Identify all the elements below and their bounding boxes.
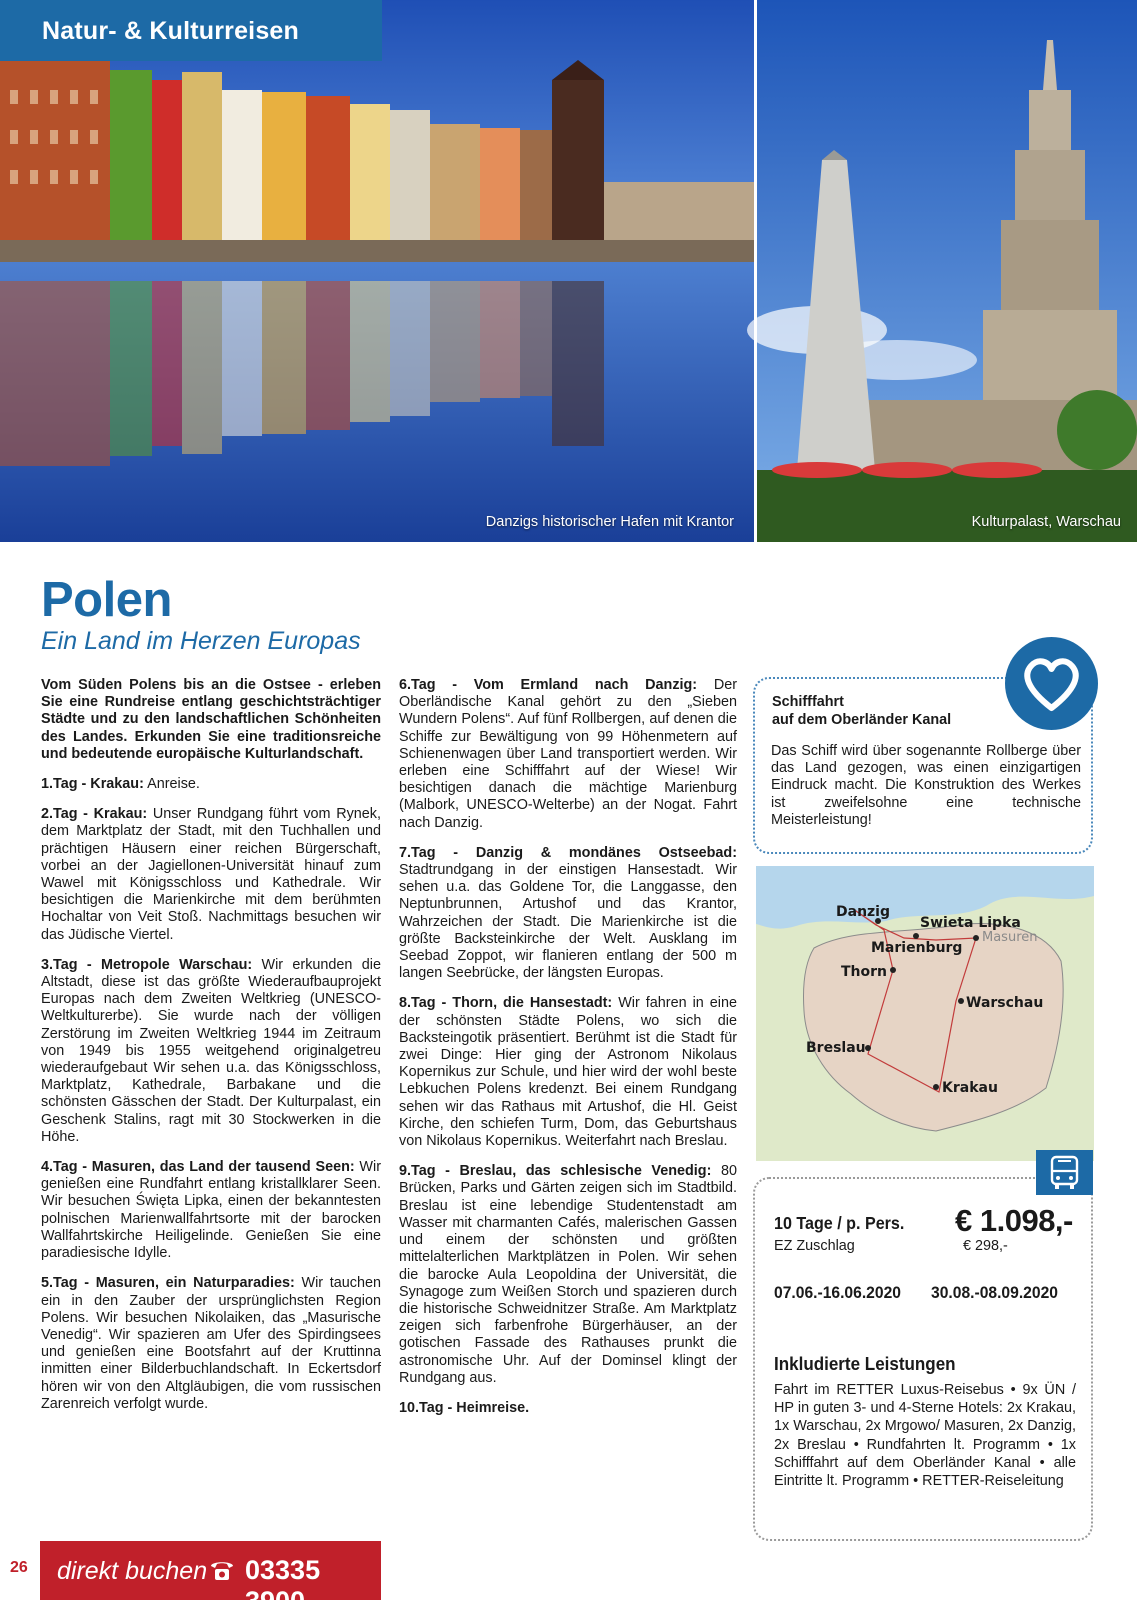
day-9	[399, 1163, 737, 1387]
canal-info-title-line2: auf dem Oberländer Kanal	[772, 712, 952, 728]
bus-icon	[1036, 1150, 1093, 1195]
canal-info-title	[772, 693, 982, 729]
day-7-text: Stadtrundgang in der einstigen Hansestadt. Wir sehen u.a. das Goldene Tor, die Langgasse, den Neptunbrunnen, Artushof und das Krantor, Wahrzeichen der Stadt. Die Marienkirche ist die größte Backsteinkirche der Welt. Ausklang im Seebad Zoppot, wir flanieren entlang der 500 m langen Seebrücke, der längsten Europas.	[399, 862, 737, 982]
day-4-heading: 4.Tag - Masuren, das Land der tausend Seen:	[41, 1159, 355, 1176]
included-services-heading: Inkludierte Leistungen	[774, 1353, 956, 1374]
itinerary-column-1	[41, 677, 381, 1426]
phone-icon	[208, 1557, 236, 1583]
page-title: Polen	[41, 573, 172, 627]
map-city-thorn: Thorn	[841, 964, 888, 980]
day-1	[41, 776, 381, 793]
day-6-heading: 6.Tag - Vom Ermland nach Danzig:	[399, 677, 698, 693]
day-5	[41, 1275, 381, 1413]
day-9-heading: 9.Tag - Breslau, das schlesische Venedig:	[399, 1163, 712, 1180]
day-9-text: 80 Brücken, Parks und Gärten zeigen sich im Stadtbild. Breslau ist eine lebendige Studentenstadt am Wasser mit charmanten Cafés, malerischen Gassen und einem der schönsten und größten mittelalterlichen Marktplätzen in Polen. Wir sehen die barocke Aula Leopoldina der Universität, die Synagoge zum Weißen Storch und spazieren durch die historische Schweidnitzer Straße. Am Marktplatz zeigen sich farbenfrohe Bürgerhäuser, an der gotischen Fassade des Rathauses prunkt die astronomische Uhr. Auf der Dominsel klingt der Rundgang aus.	[399, 1163, 737, 1386]
palace-of-culture-image	[757, 0, 1137, 542]
photo-caption-danzig: Danzigs historischer Hafen mit Krantor	[485, 514, 734, 530]
day-2-text: Unser Rundgang führt vom Rynek, dem Marktplatz der Stadt, mit den Tuchhallen und prächtigen Häusern einer reichen Bürgerschaft, vorbei an der Jagiellonen-Universität hinauf zum Wawel mit Königsschloss und Kathedrale. Wir besichtigen die Marienkirche mit dem berühmten Hochaltar von Veit Stoß. Nachmittags besuchen wir das Jüdische Viertel.	[41, 806, 381, 943]
travel-date-1: 07.06.-16.06.2020	[774, 1283, 901, 1302]
included-services-text: Fahrt im RETTER Luxus-Reisebus • 9x ÜN / HP in guten 3- und 4-Sterne Hotels: 2x Krakau, 1x Warschau, 2x Mrgowo/ Masuren, 2x Danzig, 2x Breslau • Rundfahrten lt. Programm • 1x Schifffahrt auf dem Oberländer Kanal • alle Eintritte lt. Programm • RETTER-Reiseleitung	[774, 1382, 1076, 1490]
day-3	[41, 957, 381, 1146]
day-7-heading: 7.Tag - Danzig & mondänes Ostseebad:	[399, 844, 737, 861]
map-city-krakau: Krakau	[942, 1080, 998, 1096]
day-1-heading: 1.Tag - Krakau:	[41, 776, 144, 793]
day-2	[41, 806, 381, 944]
danzig-harbour-image	[0, 0, 754, 542]
canal-info-title-line1: Schifffahrt	[772, 694, 844, 710]
day-7	[399, 845, 737, 983]
day-8-heading: 8.Tag - Thorn, die Hansestadt:	[399, 995, 613, 1012]
canal-info-text: Das Schiff wird über sogenannte Rollberge über das Land gezogen, was einen einzigartigen Eindruck macht. Die Konstruktion des Werkes ist zweifelsohne eine technische Meisterleistung!	[771, 743, 1081, 828]
map-region-masuren: Masuren	[982, 930, 1038, 945]
booking-label: direkt buchen	[57, 1557, 208, 1585]
map-city-swieta-lipka: Swieta Lipka	[920, 915, 1021, 931]
route-map	[756, 866, 1094, 1161]
trip-duration: 10 Tage / p. Pers.	[774, 1213, 905, 1233]
section-tab: Natur- & Kulturreisen	[0, 0, 382, 61]
itinerary-column-2	[399, 677, 737, 1430]
day-3-heading: 3.Tag - Metropole Warschau:	[41, 956, 253, 973]
day-6-text: Der Oberländische Kanal gehört zu den „Sieben Wundern Polens“. Auf fünf Rollbergen, auf denen die Schiffe zur Bewältigung von 99 Höhenmetern auf Schienenwagen über Land transportiert werden. Wir erleben eine Schifffahrt auf der Wiese! Wir besichtigen danach die mächtige Marienburg (Malbork, UNESCO-Welterbe) an der Nogat. Fahrt nach Danzig.	[399, 677, 738, 831]
poland-route-map	[756, 866, 1094, 1161]
single-room-surcharge-label: EZ Zuschlag	[774, 1238, 855, 1254]
day-5-text: Wir tauchen ein in den Zauber der ursprünglichsten Region Polens. Wir besuchen Nikolaiken, das „Masurische Venedig“. Wir spazieren am Ufer des Spirdingsees und genießen eine Bootsfahrt auf der Kruttinna inmitten einer Bilderbuchlandschaft. In Eckertsdorf hören wir von den Altgläubigen, die vom russischen Zarenreich verfolgt wurde.	[41, 1275, 382, 1412]
travel-date-2: 30.08.-08.09.2020	[931, 1283, 1058, 1302]
heart-icon	[1005, 637, 1098, 730]
map-city-warschau: Warschau	[966, 995, 1044, 1011]
photo-danzig-harbour	[0, 0, 754, 542]
map-city-marienburg: Marienburg	[871, 940, 963, 956]
single-room-surcharge: € 298,-	[963, 1238, 1008, 1254]
booking-phone-number[interactable]: 03335 3900	[245, 1555, 321, 1616]
intro-text: Vom Süden Polens bis an die Ostsee - erleben Sie eine Rundreise entlang geschichtsträchtiger Städte und zu den landschaftlichen Schönheiten des Landes. Erkunden Sie eine traditionsreiche und bedeutende europäische Kulturlandschaft.	[41, 677, 381, 762]
page-subtitle: Ein Land im Herzen Europas	[41, 627, 361, 655]
day-10-heading: 10.Tag - Heimreise.	[399, 1399, 530, 1416]
map-city-danzig: Danzig	[836, 904, 891, 920]
day-8	[399, 995, 737, 1150]
day-2-heading: 2.Tag - Krakau:	[41, 806, 148, 823]
trip-price: € 1.098,-	[955, 1203, 1073, 1238]
day-3-text: Wir erkunden die Altstadt, diese ist das größte Wiederaufbauprojekt Europas nach dem Zweiten Weltkrieg (UNESCO-Weltkulturerbe). Sie wurde nach der völligen Zerstörung im Zweiten Weltkrieg 1944 im Zeitraum von 1949 bis 1955 weitgehend originalgetreu wiederaufgebaut Wir sehen u.a. das Königsschloss, Marktplatz, Kathedrale, Barbakane und die schönsten Gässchen der Stadt. Der Kulturpalast, ein Geschenk Stalins, ragt mit 30 Stockwerken in die Höhe.	[41, 956, 381, 1145]
photo-warsaw-palace	[757, 0, 1137, 542]
map-city-breslau: Breslau	[806, 1040, 866, 1056]
day-6	[399, 677, 737, 832]
day-4	[41, 1159, 381, 1262]
day-8-text: Wir fahren in eine der schönsten Städte Polens, wo sich die Backsteingotik präsentiert. Berühmt ist die Stadt für zwei Dinge: Hier ging der Astronom Nikolaus Kopernikus zur Schule, und hier wird der wohl beste Lebkuchen Polens kredenzt. Bei einem Rundgang sehen wir das Rathaus mit Artushof, die Hl. Geist Kirche, den schiefen Turm, Dom, das Geburtshaus von Nikolaus Kopernikus. Weiterfahrt nach Breslau.	[399, 995, 737, 1150]
booking-banner[interactable]	[40, 1541, 381, 1616]
day-10	[399, 1400, 737, 1417]
page-number: 26	[10, 1559, 28, 1576]
photo-caption-warsaw: Kulturpalast, Warschau	[971, 514, 1121, 530]
day-5-heading: 5.Tag - Masuren, ein Naturparadies:	[41, 1275, 295, 1292]
day-4-text: Wir genießen eine Rundfahrt entlang kristallklarer Seen. Wir besuchen Święta Lipka, einen der bekanntesten polnischen Marienwallfahrtsorte mit der barocken Wallfahrtskirche Heiligelinde. Genießen Sie eine paradiesische Idylle.	[41, 1159, 381, 1262]
day-1-text: Anreise.	[143, 776, 200, 793]
